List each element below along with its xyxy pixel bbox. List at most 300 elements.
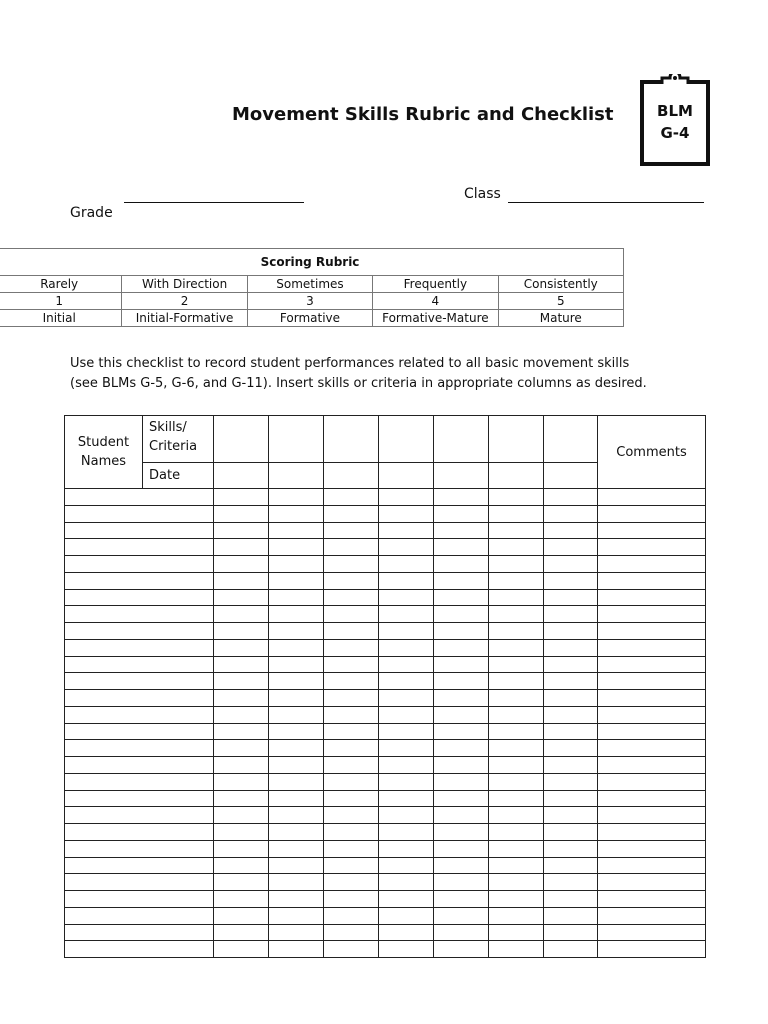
comments-cell[interactable] xyxy=(598,505,706,522)
comments-cell[interactable] xyxy=(598,907,706,924)
skill-score-cell[interactable] xyxy=(324,639,379,656)
skill-score-cell[interactable] xyxy=(489,907,544,924)
skill-score-cell[interactable] xyxy=(214,891,269,908)
skill-score-cell[interactable] xyxy=(379,941,434,958)
skill-score-cell[interactable] xyxy=(379,824,434,841)
skill-score-cell[interactable] xyxy=(379,623,434,640)
skill-score-cell[interactable] xyxy=(269,639,324,656)
skill-score-cell[interactable] xyxy=(324,891,379,908)
skill-score-cell[interactable] xyxy=(269,891,324,908)
skill-score-cell[interactable] xyxy=(269,924,324,941)
skill-score-cell[interactable] xyxy=(434,857,489,874)
skill-score-cell[interactable] xyxy=(324,941,379,958)
skill-score-cell[interactable] xyxy=(379,891,434,908)
comments-cell[interactable] xyxy=(598,874,706,891)
skill-score-cell[interactable] xyxy=(434,840,489,857)
comments-cell[interactable] xyxy=(598,790,706,807)
skill-score-cell[interactable] xyxy=(434,790,489,807)
skill-score-cell[interactable] xyxy=(324,790,379,807)
skill-header-cell[interactable] xyxy=(379,416,434,463)
skill-score-cell[interactable] xyxy=(434,723,489,740)
table-row xyxy=(65,790,706,807)
skill-score-cell[interactable] xyxy=(379,639,434,656)
skill-score-cell[interactable] xyxy=(434,706,489,723)
skill-score-cell[interactable] xyxy=(489,773,544,790)
skill-score-cell[interactable] xyxy=(324,489,379,506)
skill-score-cell[interactable] xyxy=(324,623,379,640)
skill-score-cell[interactable] xyxy=(489,807,544,824)
skill-score-cell[interactable] xyxy=(269,489,324,506)
skill-score-cell[interactable] xyxy=(324,589,379,606)
skill-score-cell[interactable] xyxy=(434,941,489,958)
rubric-level: Formative-Mature xyxy=(373,310,498,327)
comments-cell[interactable] xyxy=(598,924,706,941)
table-row xyxy=(65,556,706,573)
skill-score-cell[interactable] xyxy=(544,807,598,824)
table-row xyxy=(65,656,706,673)
skill-score-cell[interactable] xyxy=(489,924,544,941)
skill-score-cell[interactable] xyxy=(324,690,379,707)
skill-score-cell[interactable] xyxy=(544,757,598,774)
student-name-cell[interactable] xyxy=(65,505,214,522)
skill-score-cell[interactable] xyxy=(379,740,434,757)
skill-score-cell[interactable] xyxy=(269,723,324,740)
rubric-score: 2 xyxy=(122,293,247,310)
class-label: Class xyxy=(464,186,501,202)
skill-score-cell[interactable] xyxy=(489,891,544,908)
skill-score-cell[interactable] xyxy=(434,740,489,757)
skill-score-cell[interactable] xyxy=(544,740,598,757)
comments-cell[interactable] xyxy=(598,857,706,874)
student-name-cell[interactable] xyxy=(65,522,214,539)
skill-score-cell[interactable] xyxy=(324,723,379,740)
skill-score-cell[interactable] xyxy=(214,673,269,690)
skill-score-cell[interactable] xyxy=(489,639,544,656)
skill-score-cell[interactable] xyxy=(324,857,379,874)
skill-score-cell[interactable] xyxy=(269,773,324,790)
skill-score-cell[interactable] xyxy=(544,673,598,690)
blm-code: G-4 xyxy=(660,124,690,142)
skill-score-cell[interactable] xyxy=(269,572,324,589)
comments-cell[interactable] xyxy=(598,757,706,774)
skill-score-cell[interactable] xyxy=(489,606,544,623)
skill-score-cell[interactable] xyxy=(324,656,379,673)
student-name-cell[interactable] xyxy=(65,907,214,924)
skill-score-cell[interactable] xyxy=(324,740,379,757)
skill-score-cell[interactable] xyxy=(379,807,434,824)
rubric-score: 5 xyxy=(498,293,623,310)
skill-score-cell[interactable] xyxy=(379,924,434,941)
skill-score-cell[interactable] xyxy=(544,656,598,673)
skill-score-cell[interactable] xyxy=(379,706,434,723)
skill-score-cell[interactable] xyxy=(269,824,324,841)
skill-score-cell[interactable] xyxy=(489,874,544,891)
skill-score-cell[interactable] xyxy=(544,505,598,522)
comments-cell[interactable] xyxy=(598,773,706,790)
skill-score-cell[interactable] xyxy=(324,824,379,841)
skill-score-cell[interactable] xyxy=(379,673,434,690)
student-name-cell[interactable] xyxy=(65,723,214,740)
student-name-cell[interactable] xyxy=(65,790,214,807)
skill-score-cell[interactable] xyxy=(214,505,269,522)
student-name-cell[interactable] xyxy=(65,656,214,673)
table-row xyxy=(65,606,706,623)
skill-score-cell[interactable] xyxy=(544,924,598,941)
comments-cell[interactable] xyxy=(598,840,706,857)
skill-score-cell[interactable] xyxy=(214,790,269,807)
student-name-cell[interactable] xyxy=(65,941,214,958)
student-name-cell[interactable] xyxy=(65,673,214,690)
skill-score-cell[interactable] xyxy=(434,522,489,539)
comments-cell[interactable] xyxy=(598,556,706,573)
table-row xyxy=(65,773,706,790)
skill-score-cell[interactable] xyxy=(269,673,324,690)
skill-score-cell[interactable] xyxy=(214,907,269,924)
skills-header-line: Criteria xyxy=(149,439,198,454)
skill-score-cell[interactable] xyxy=(324,757,379,774)
skill-score-cell[interactable] xyxy=(324,907,379,924)
skill-score-cell[interactable] xyxy=(269,907,324,924)
student-name-cell[interactable] xyxy=(65,740,214,757)
student-name-cell[interactable] xyxy=(65,891,214,908)
skill-score-cell[interactable] xyxy=(489,740,544,757)
comments-cell[interactable] xyxy=(598,639,706,656)
skill-score-cell[interactable] xyxy=(324,924,379,941)
skill-score-cell[interactable] xyxy=(214,706,269,723)
student-name-cell[interactable] xyxy=(65,489,214,506)
class-input-line[interactable] xyxy=(508,202,704,203)
skill-score-cell[interactable] xyxy=(324,556,379,573)
skill-score-cell[interactable] xyxy=(544,572,598,589)
student-name-cell[interactable] xyxy=(65,874,214,891)
skill-score-cell[interactable] xyxy=(489,539,544,556)
comments-cell[interactable] xyxy=(598,572,706,589)
rubric-descriptor: Rarely xyxy=(0,276,122,293)
skill-score-cell[interactable] xyxy=(379,656,434,673)
skill-score-cell[interactable] xyxy=(434,606,489,623)
table-row xyxy=(65,824,706,841)
skill-score-cell[interactable] xyxy=(324,673,379,690)
rubric-level: Formative xyxy=(247,310,372,327)
skill-score-cell[interactable] xyxy=(434,539,489,556)
skill-score-cell[interactable] xyxy=(214,874,269,891)
skill-score-cell[interactable] xyxy=(544,907,598,924)
skill-score-cell[interactable] xyxy=(544,857,598,874)
blm-clipboard-badge xyxy=(638,74,712,166)
skill-score-cell[interactable] xyxy=(379,790,434,807)
skill-score-cell[interactable] xyxy=(214,623,269,640)
skill-score-cell[interactable] xyxy=(544,790,598,807)
table-row xyxy=(65,706,706,723)
skill-score-cell[interactable] xyxy=(489,522,544,539)
student-name-cell[interactable] xyxy=(65,857,214,874)
skill-score-cell[interactable] xyxy=(489,790,544,807)
skill-score-cell[interactable] xyxy=(269,740,324,757)
skill-score-cell[interactable] xyxy=(379,572,434,589)
blm-label: BLM xyxy=(657,102,693,120)
skill-score-cell[interactable] xyxy=(214,572,269,589)
skill-score-cell[interactable] xyxy=(379,690,434,707)
skill-score-cell[interactable] xyxy=(544,606,598,623)
rubric-descriptor: With Direction xyxy=(122,276,247,293)
student-name-cell[interactable] xyxy=(65,757,214,774)
skill-score-cell[interactable] xyxy=(379,757,434,774)
student-name-cell[interactable] xyxy=(65,589,214,606)
skill-score-cell[interactable] xyxy=(434,874,489,891)
skill-score-cell[interactable] xyxy=(379,840,434,857)
comments-cell[interactable] xyxy=(598,539,706,556)
skill-score-cell[interactable] xyxy=(269,757,324,774)
skill-score-cell[interactable] xyxy=(434,639,489,656)
skill-score-cell[interactable] xyxy=(544,874,598,891)
skills-header-line: Skills/ xyxy=(149,420,187,435)
skill-score-cell[interactable] xyxy=(489,556,544,573)
skill-score-cell[interactable] xyxy=(434,807,489,824)
student-name-cell[interactable] xyxy=(65,556,214,573)
student-header-line: Student xyxy=(77,435,130,450)
skill-score-cell[interactable] xyxy=(489,623,544,640)
skill-score-cell[interactable] xyxy=(214,656,269,673)
table-row xyxy=(65,623,706,640)
skill-score-cell[interactable] xyxy=(544,891,598,908)
skill-header-cell[interactable] xyxy=(489,416,544,463)
skill-score-cell[interactable] xyxy=(489,489,544,506)
skill-score-cell[interactable] xyxy=(214,639,269,656)
comments-cell[interactable] xyxy=(598,891,706,908)
skill-score-cell[interactable] xyxy=(269,807,324,824)
skill-score-cell[interactable] xyxy=(379,723,434,740)
skill-score-cell[interactable] xyxy=(324,522,379,539)
skill-score-cell[interactable] xyxy=(269,941,324,958)
student-name-cell[interactable] xyxy=(65,706,214,723)
skill-score-cell[interactable] xyxy=(214,690,269,707)
skill-score-cell[interactable] xyxy=(544,824,598,841)
skill-score-cell[interactable] xyxy=(544,623,598,640)
skill-score-cell[interactable] xyxy=(214,556,269,573)
skill-score-cell[interactable] xyxy=(489,824,544,841)
skill-score-cell[interactable] xyxy=(379,556,434,573)
skill-score-cell[interactable] xyxy=(544,639,598,656)
skill-score-cell[interactable] xyxy=(379,874,434,891)
skill-header-cell[interactable] xyxy=(434,416,489,463)
student-name-cell[interactable] xyxy=(65,639,214,656)
table-row xyxy=(65,723,706,740)
skill-score-cell[interactable] xyxy=(214,857,269,874)
skill-score-cell[interactable] xyxy=(434,489,489,506)
skill-score-cell[interactable] xyxy=(489,857,544,874)
skill-score-cell[interactable] xyxy=(434,589,489,606)
comments-cell[interactable] xyxy=(598,941,706,958)
skill-score-cell[interactable] xyxy=(544,489,598,506)
skill-score-cell[interactable] xyxy=(434,656,489,673)
skill-score-cell[interactable] xyxy=(379,522,434,539)
skill-score-cell[interactable] xyxy=(434,891,489,908)
student-name-cell[interactable] xyxy=(65,807,214,824)
skill-header-cell[interactable] xyxy=(269,416,324,463)
skill-score-cell[interactable] xyxy=(544,556,598,573)
skill-score-cell[interactable] xyxy=(379,907,434,924)
skill-score-cell[interactable] xyxy=(489,656,544,673)
skill-score-cell[interactable] xyxy=(214,941,269,958)
date-header-cell[interactable] xyxy=(269,463,324,489)
student-name-cell[interactable] xyxy=(65,606,214,623)
skill-score-cell[interactable] xyxy=(434,757,489,774)
skill-score-cell[interactable] xyxy=(214,489,269,506)
skill-score-cell[interactable] xyxy=(269,874,324,891)
skill-score-cell[interactable] xyxy=(544,941,598,958)
skill-score-cell[interactable] xyxy=(324,539,379,556)
skill-score-cell[interactable] xyxy=(544,706,598,723)
skill-score-cell[interactable] xyxy=(379,505,434,522)
student-name-cell[interactable] xyxy=(65,623,214,640)
skill-header-cell[interactable] xyxy=(324,416,379,463)
comments-cell[interactable] xyxy=(598,606,706,623)
skill-score-cell[interactable] xyxy=(214,807,269,824)
skill-score-cell[interactable] xyxy=(214,924,269,941)
skill-score-cell[interactable] xyxy=(544,522,598,539)
skill-score-cell[interactable] xyxy=(324,572,379,589)
skill-score-cell[interactable] xyxy=(544,690,598,707)
date-header-cell[interactable] xyxy=(324,463,379,489)
skill-score-cell[interactable] xyxy=(489,589,544,606)
skill-header-cell[interactable] xyxy=(214,416,269,463)
comments-cell[interactable] xyxy=(598,824,706,841)
comments-cell[interactable] xyxy=(598,489,706,506)
skill-score-cell[interactable] xyxy=(544,539,598,556)
skill-score-cell[interactable] xyxy=(269,522,324,539)
skill-score-cell[interactable] xyxy=(214,589,269,606)
comments-cell[interactable] xyxy=(598,690,706,707)
skill-score-cell[interactable] xyxy=(544,773,598,790)
skill-score-cell[interactable] xyxy=(544,840,598,857)
comments-cell[interactable] xyxy=(598,807,706,824)
rubric-level: Initial xyxy=(0,310,122,327)
skill-score-cell[interactable] xyxy=(214,723,269,740)
skill-score-cell[interactable] xyxy=(379,539,434,556)
skill-score-cell[interactable] xyxy=(434,623,489,640)
table-row xyxy=(65,639,706,656)
skill-score-cell[interactable] xyxy=(269,840,324,857)
skill-score-cell[interactable] xyxy=(489,723,544,740)
table-row xyxy=(65,489,706,506)
skill-score-cell[interactable] xyxy=(434,690,489,707)
student-name-cell[interactable] xyxy=(65,539,214,556)
skill-score-cell[interactable] xyxy=(489,941,544,958)
skill-score-cell[interactable] xyxy=(489,706,544,723)
skill-score-cell[interactable] xyxy=(489,673,544,690)
date-header-cell[interactable] xyxy=(489,463,544,489)
skill-score-cell[interactable] xyxy=(324,706,379,723)
skill-score-cell[interactable] xyxy=(269,790,324,807)
date-header-cell[interactable] xyxy=(379,463,434,489)
skill-score-cell[interactable] xyxy=(214,757,269,774)
skill-score-cell[interactable] xyxy=(324,606,379,623)
skill-score-cell[interactable] xyxy=(324,874,379,891)
skill-score-cell[interactable] xyxy=(214,606,269,623)
skill-score-cell[interactable] xyxy=(489,757,544,774)
student-name-cell[interactable] xyxy=(65,572,214,589)
student-header-line: Names xyxy=(80,454,127,469)
skill-score-cell[interactable] xyxy=(269,606,324,623)
skill-score-cell[interactable] xyxy=(379,857,434,874)
skill-score-cell[interactable] xyxy=(434,556,489,573)
skill-score-cell[interactable] xyxy=(324,505,379,522)
skill-score-cell[interactable] xyxy=(544,723,598,740)
skill-score-cell[interactable] xyxy=(379,589,434,606)
table-row xyxy=(65,840,706,857)
instructions-line: (see BLMs G-5, G-6, and G-11). Insert skills or criteria in appropriate columns as desired. xyxy=(70,376,647,391)
comments-cell[interactable] xyxy=(598,656,706,673)
comments-cell[interactable] xyxy=(598,740,706,757)
skill-score-cell[interactable] xyxy=(379,606,434,623)
skill-score-cell[interactable] xyxy=(214,740,269,757)
skill-score-cell[interactable] xyxy=(489,840,544,857)
skill-score-cell[interactable] xyxy=(379,773,434,790)
comments-cell[interactable] xyxy=(598,623,706,640)
student-name-cell[interactable] xyxy=(65,690,214,707)
table-row xyxy=(65,522,706,539)
date-header-cell[interactable] xyxy=(214,463,269,489)
comments-cell[interactable] xyxy=(598,723,706,740)
skill-score-cell[interactable] xyxy=(434,773,489,790)
date-header-cell[interactable] xyxy=(434,463,489,489)
skill-score-cell[interactable] xyxy=(269,556,324,573)
skill-score-cell[interactable] xyxy=(214,824,269,841)
table-row xyxy=(65,807,706,824)
skill-score-cell[interactable] xyxy=(214,840,269,857)
grade-input-line[interactable] xyxy=(124,202,304,203)
comments-cell[interactable] xyxy=(598,589,706,606)
skill-score-cell[interactable] xyxy=(434,505,489,522)
student-name-cell[interactable] xyxy=(65,824,214,841)
skill-score-cell[interactable] xyxy=(489,690,544,707)
skill-score-cell[interactable] xyxy=(434,572,489,589)
skill-score-cell[interactable] xyxy=(269,539,324,556)
student-name-cell[interactable] xyxy=(65,773,214,790)
skill-score-cell[interactable] xyxy=(324,840,379,857)
student-name-cell[interactable] xyxy=(65,840,214,857)
date-header-cell[interactable] xyxy=(544,463,598,489)
student-name-cell[interactable] xyxy=(65,924,214,941)
skill-score-cell[interactable] xyxy=(269,690,324,707)
skill-score-cell[interactable] xyxy=(489,572,544,589)
rubric-score: 4 xyxy=(373,293,498,310)
skill-score-cell[interactable] xyxy=(269,706,324,723)
skill-score-cell[interactable] xyxy=(214,539,269,556)
skill-score-cell[interactable] xyxy=(434,907,489,924)
skill-score-cell[interactable] xyxy=(324,807,379,824)
comments-cell[interactable] xyxy=(598,706,706,723)
skill-score-cell[interactable] xyxy=(269,623,324,640)
skill-score-cell[interactable] xyxy=(269,857,324,874)
skill-score-cell[interactable] xyxy=(324,773,379,790)
skill-score-cell[interactable] xyxy=(434,824,489,841)
skill-score-cell[interactable] xyxy=(434,924,489,941)
skill-score-cell[interactable] xyxy=(214,773,269,790)
comments-cell[interactable] xyxy=(598,522,706,539)
skill-score-cell[interactable] xyxy=(214,522,269,539)
skill-score-cell[interactable] xyxy=(269,505,324,522)
skill-score-cell[interactable] xyxy=(489,505,544,522)
skill-score-cell[interactable] xyxy=(269,656,324,673)
table-row xyxy=(65,907,706,924)
skill-score-cell[interactable] xyxy=(269,589,324,606)
skill-header-cell[interactable] xyxy=(544,416,598,463)
skill-score-cell[interactable] xyxy=(434,673,489,690)
comments-cell[interactable] xyxy=(598,673,706,690)
skill-score-cell[interactable] xyxy=(544,589,598,606)
skill-score-cell[interactable] xyxy=(379,489,434,506)
